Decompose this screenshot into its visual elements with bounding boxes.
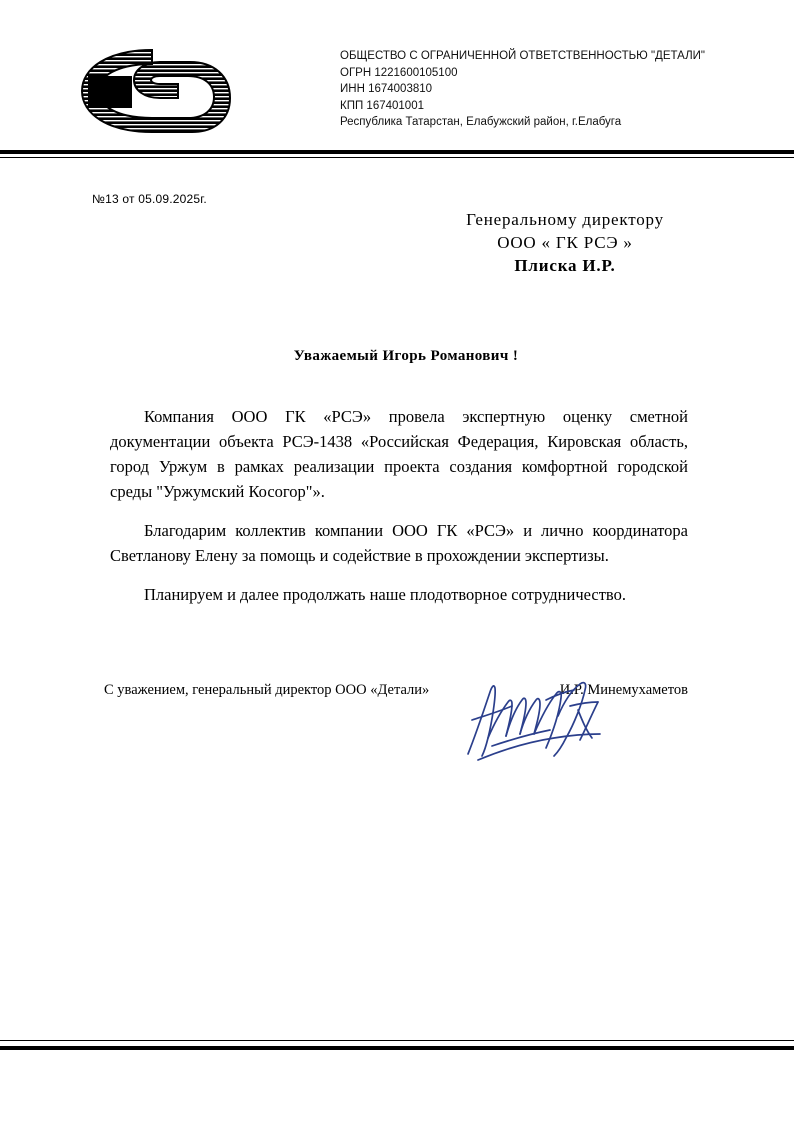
company-kpp: КПП 167401001 xyxy=(340,99,424,112)
document-number: №13 от 05.09.2025г. xyxy=(92,192,207,206)
company-address: Республика Татарстан, Елабужский район, г.Елабуга xyxy=(340,116,622,128)
signature-block xyxy=(104,682,704,699)
addressee-position: Генеральному директору xyxy=(466,210,664,229)
salutation: Уважаемый Игорь Романович ! xyxy=(293,348,519,364)
company-inn: ИНН 1674003810 xyxy=(340,83,433,95)
letterhead xyxy=(0,40,794,145)
addressee-organization: ООО « ГК РСЭ » xyxy=(497,233,633,252)
footer-divider xyxy=(0,1040,794,1050)
signature-closing: С уважением, генеральный директор ООО «Детали» xyxy=(104,682,430,698)
letter-body xyxy=(110,404,688,607)
header-divider xyxy=(0,150,794,160)
header-divider-thick xyxy=(0,150,794,154)
signatory-name: И.Р. Минемухаметов xyxy=(559,682,688,698)
handwritten-signature xyxy=(458,676,608,772)
body-paragraph: Компания ООО ГК «РСЭ» провела экспертную оценку сметной документации объекта РСЭ-1438 «Российская Федерация, Кировская область, город Уржум в рамках реализации проекта создания комфортной городской среды "Уржумский Косогор"». xyxy=(110,407,688,501)
detali-company-logo xyxy=(74,46,234,136)
header-divider-thin xyxy=(0,157,794,158)
company-name: ОБЩЕСТВО С ОГРАНИЧЕННОЙ ОТВЕТСТВЕННОСТЬЮ "ДЕТАЛИ" xyxy=(340,50,705,62)
company-ogrn: ОГРН 1221600105100 xyxy=(340,66,458,79)
company-details xyxy=(340,48,760,131)
addressee-block xyxy=(400,208,730,277)
body-paragraph: Планируем и далее продолжать наше плодотворное сотрудничество. xyxy=(144,585,626,604)
addressee-name: Плиска И.Р. xyxy=(514,256,616,275)
footer-divider-thin xyxy=(0,1040,794,1041)
footer-divider-thick xyxy=(0,1046,794,1050)
body-paragraph: Благодарим коллектив компании ООО ГК «РСЭ» и лично координатора Светланову Елену за помощь и содействие в прохождении экспертизы. xyxy=(110,521,688,565)
